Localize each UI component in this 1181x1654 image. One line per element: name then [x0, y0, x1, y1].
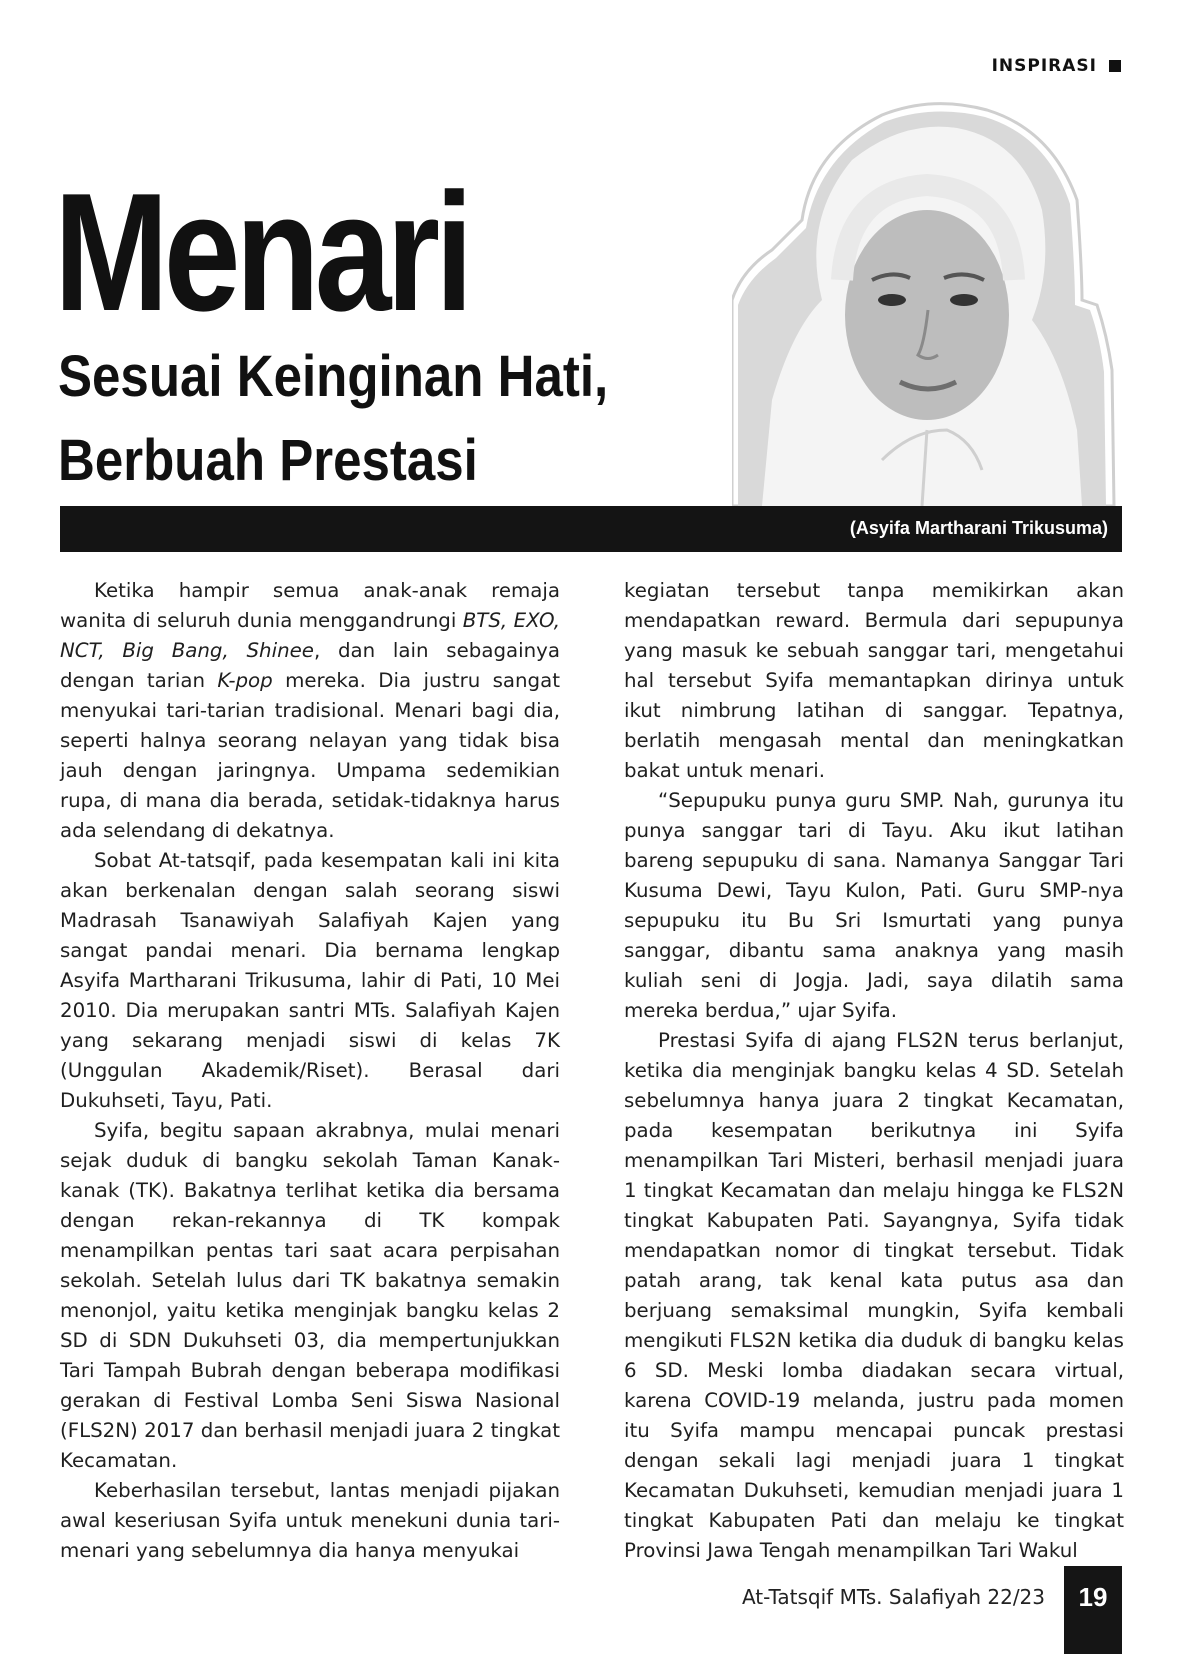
- article-subtitle-line-2: Berbuah Prestasi: [58, 428, 478, 493]
- paragraph: Sobat At-tatsqif, pada kesempatan kali ini kita akan berkenalan dengan salah seorang siswi Madrasah Tsanawiyah Salafiyah Kajen yang sangat pandai menari. Dia bernama lengkap Asyifa Martharani Trikusuma, lahir di Pati, 10 Mei 2010. Dia merupakan santri MTs. Salafiyah Kajen yang sekarang menjadi siswi di kelas 7K (Unggulan Akademik/Riset). Berasal dari Dukuhseti, Tayu, Pati.: [60, 849, 560, 1112]
- section-label-text: INSPIRASI: [991, 56, 1097, 76]
- photo-caption: (Asyifa Martharani Trikusuma): [849, 518, 1108, 538]
- text-run: Ketika hampir semua anak-anak remaja wanita di seluruh dunia menggandrungi: [60, 579, 560, 632]
- paragraph: “Sepupuku punya guru SMP. Nah, gurunya itu punya sanggar tari di Tayu. Aku ikut latihan bareng sepupuku di sana. Namanya Sanggar Tari Kusuma Dewi, Tayu Kulon, Pati. Guru SMP-nya sepupuku itu Bu Sri Ismurtati yang punya sanggar, dibantu sama anaknya yang masih kuliah seni di Jogja. Jadi, saya dilatih sama mereka berdua,” ujar Syifa.: [624, 789, 1124, 1022]
- article-subtitle-line-1: Sesuai Keinginan Hati,: [58, 344, 609, 409]
- italic-text-run: K-pop: [217, 669, 273, 692]
- paragraph: Prestasi Syifa di ajang FLS2N terus berlanjut, ketika dia menginjak bangku kelas 4 SD. Setelah sebelumnya hanya juara 2 tingkat Kecamatan, pada kesempatan berikutnya ini Syifa menampilkan Tari Misteri, berhasil menjadi juara 1 tingkat Kecamatan dan melaju hingga ke FLS2N tingkat Kabupaten Pati. Sayangnya, Syifa tidak mendapatkan nomor di tingkat tersebut. Tidak patah arang, tak kenal kata putus asa dan berjuang semaksimal mungkin, Syifa kembali mengikuti FLS2N ketika dia duduk di bangku kelas 6 SD. Meski lomba diadakan secara virtual, karena COVID-19 melanda, justru pada momen itu Syifa mampu mencapai puncak prestasi dengan sekali lagi menjadi juara 1 tingkat Kecamatan Dukuhseti, kemudian menjadi juara 1 tingkat Kabupaten Pati dan melaju ke tingkat Provinsi Jawa Tengah menampilkan Tari Wakul: [624, 1029, 1124, 1562]
- article-column-left: [60, 576, 560, 1566]
- article-title: Menari: [54, 158, 469, 346]
- paragraph: kegiatan tersebut tanpa memikirkan akan mendapatkan reward. Bermula dari sepupunya yang masuk ke sebuah sanggar tari, mengetahui hal tersebut Syifa memantapkan dirinya untuk ikut nimbrung latihan di sanggar. Tepatnya, berlatih mengasah mental dan meningkatkan bakat untuk menari.: [624, 579, 1124, 782]
- italic-text-run: BTS, EXO, NCT, Big Bang, Shinee: [60, 609, 561, 662]
- article-column-right: [624, 576, 1124, 1566]
- text-run: mereka. Dia justru sangat menyukai tari-tarian tradisional. Menari bagi dia, seperti halnya seorang nelayan yang tidak bisa jauh dengan jaringnya. Umpama sedemikian rupa, di mana dia berada, setidak-tidaknya harus ada selendang di dekatnya.: [60, 669, 560, 842]
- page-number-box: [1064, 1566, 1122, 1654]
- square-bullet-icon: [1109, 60, 1121, 72]
- paragraph: Keberhasilan tersebut, lantas menjadi pijakan awal keseriusan Syifa untuk menekuni dunia tari-menari yang sebelumnya dia hanya menyukai: [60, 1479, 560, 1562]
- caption-bar: [60, 506, 1122, 552]
- page-number: 19: [1078, 1582, 1108, 1612]
- section-label: [992, 56, 1121, 76]
- portrait-photo: [732, 100, 1122, 506]
- text-run: , dan lain sebagainya dengan tarian: [60, 639, 560, 692]
- paragraph: [60, 576, 560, 846]
- publication-name: At-Tatsqif MTs. Salafiyah 22/23: [741, 1585, 1045, 1609]
- paragraph: Syifa, begitu sapaan akrabnya, mulai menari sejak duduk di bangku sekolah Taman Kanak-kanak (TK). Bakatnya terlihat ketika dia bersama dengan rekan-rekannya di TK kompak menampilkan pentas tari saat acara perpisahan sekolah. Setelah lulus dari TK bakatnya semakin menonjol, yaitu ketika menginjak bangku kelas 2 SD di SDN Dukuhseti 03, dia mempertunjukkan Tari Tampah Bubrah dengan beberapa modifikasi gerakan di Festival Lomba Seni Siswa Nasional (FLS2N) 2017 dan berhasil menjadi juara 2 tingkat Kecamatan.: [60, 1119, 560, 1472]
